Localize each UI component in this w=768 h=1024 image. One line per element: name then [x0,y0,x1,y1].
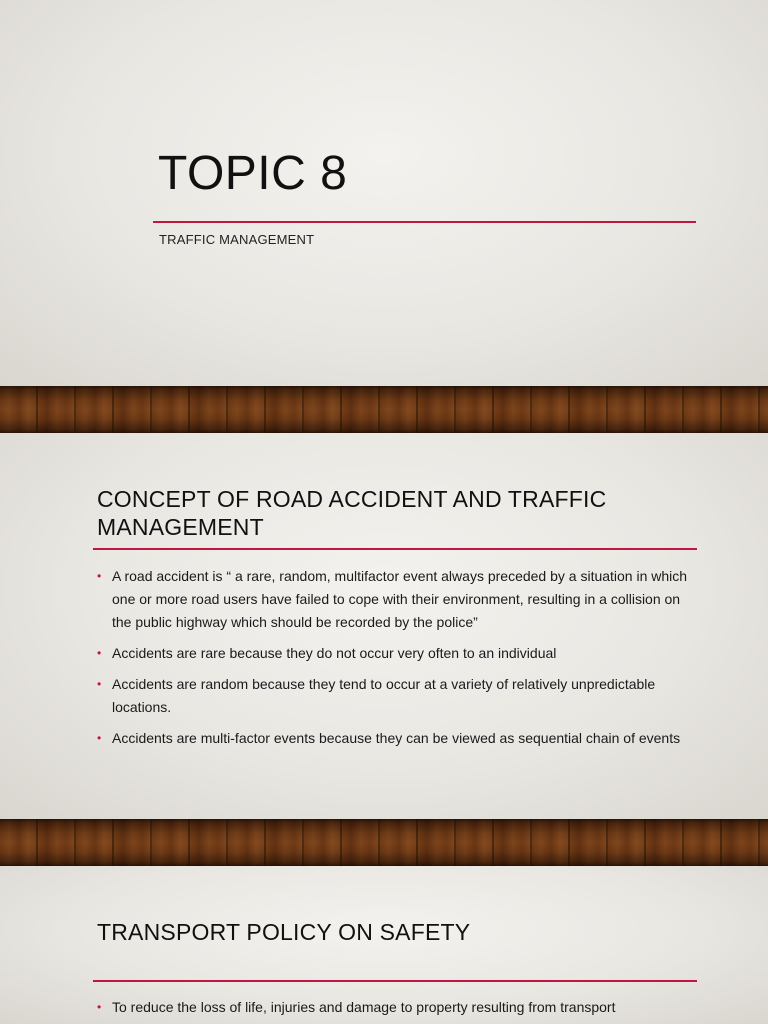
bullet-item [97,673,697,719]
bullet-text: Accidents are random because they tend to occur at a variety of relatively unpredictable locations. [112,676,656,715]
bullet-item [97,642,697,665]
slide-road-accident-concept [0,433,768,819]
slide-title: CONCEPT OF ROAD ACCIDENT AND TRAFFIC MANAGEMENT [97,486,607,540]
bullet-icon: • [97,1000,102,1014]
wood-floor-separator [0,386,768,433]
slide-transport-policy [0,866,768,1024]
bullet-icon: • [97,569,102,583]
slide-title: TRANSPORT POLICY ON SAFETY [97,919,471,945]
bullet-list [97,565,697,758]
bullet-icon: • [97,677,102,691]
bullet-text: Accidents are rare because they do not occur very often to an individual [112,645,557,661]
bullet-item [97,996,697,1019]
wood-floor-separator [0,819,768,866]
bullet-text: Accidents are multi-factor events because they can be viewed as sequential chain of events [112,730,681,746]
slide-subtitle: TRAFFIC MANAGEMENT [159,232,315,247]
bullet-icon: • [97,731,102,745]
title-divider [93,548,697,550]
bullet-list [97,996,697,1024]
bullet-item [97,727,697,750]
title-divider [153,221,696,223]
slide-topic-8 [0,0,768,386]
slide-title: TOPIC 8 [158,147,348,200]
title-divider [93,980,697,982]
bullet-text: A road accident is “ a rare, random, multifactor event always preceded by a situation in which one or more road users have failed to cope with their environment, resulting in a collision on the public highway which should be recorded by the police” [112,568,688,630]
bullet-text: To reduce the loss of life, injuries and damage to property resulting from transport [112,999,616,1015]
bullet-item [97,565,697,634]
bullet-icon: • [97,646,102,660]
